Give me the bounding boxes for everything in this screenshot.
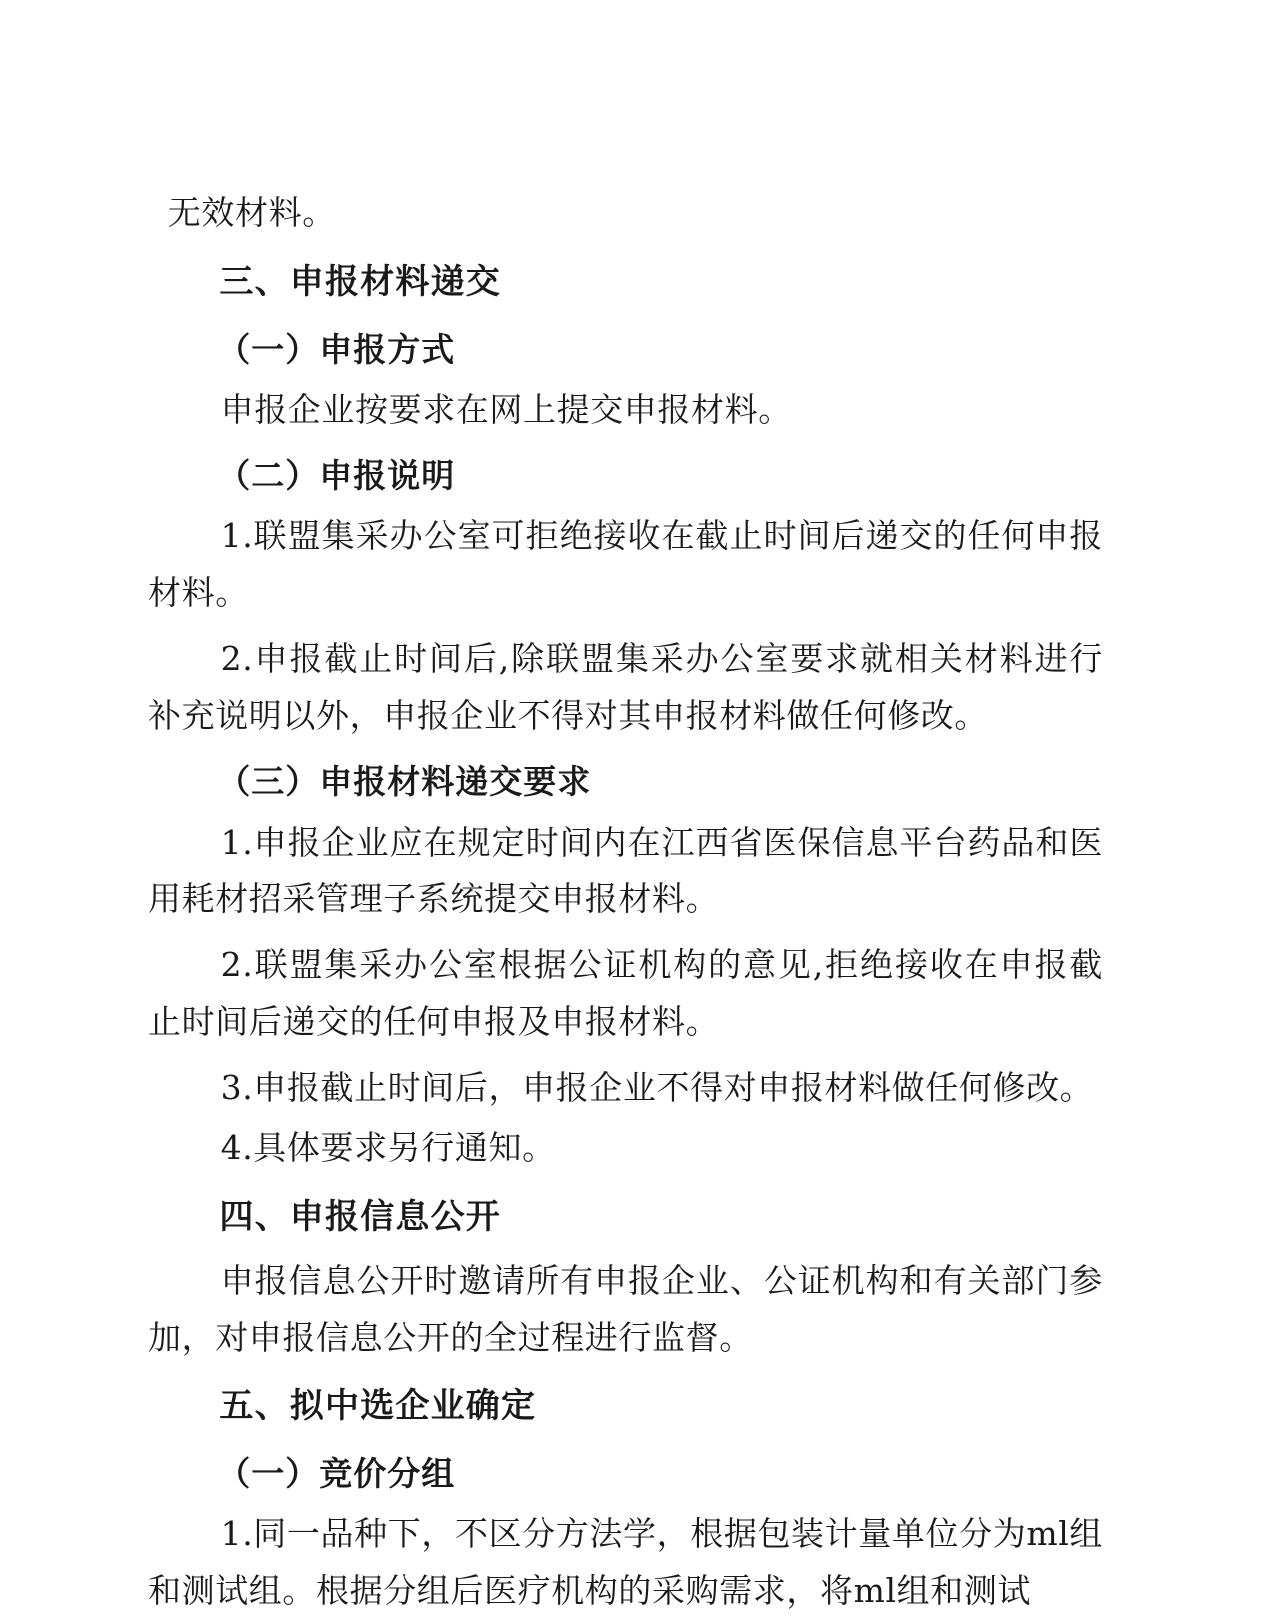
paragraph-requirement-3: 3.申报截止时间后，申报企业不得对申报材料做任何修改。 — [220, 1067, 1094, 1107]
document-body — [148, 185, 1103, 1623]
heading-section-four: 四、申报信息公开 — [219, 1197, 501, 1238]
paragraph-requirement-1: 1.申报企业应在规定时间内在江西省医保信息平台药品和医用耗材招采管理子系统提交申报材料。 — [148, 822, 1103, 919]
paragraph-invalid-materials: 无效材料。 — [167, 193, 336, 232]
subheading-submission-requirements: （三）申报材料递交要求 — [217, 762, 592, 802]
paragraph-disclosure: 申报信息公开时邀请所有申报企业、公证机构和有关部门参加，对申报信息公开的全过程进行监督。 — [148, 1260, 1103, 1357]
subheading-declaration-notes: （二）申报说明 — [217, 456, 456, 496]
paragraph-requirement-4: 4.具体要求另行通知。 — [220, 1128, 556, 1168]
paragraph-note-2: 2.申报截止时间后,除联盟集采办公室要求就相关材料进行补充说明以外，申报企业不得对其申报材料做任何修改。 — [148, 638, 1103, 735]
heading-section-five: 五、拟中选企业确定 — [219, 1386, 537, 1427]
paragraph-group-1: 1.同一品种下，不区分方法学，根据包装计量单位分为ml组和测试组。根据分组后医疗机构的采购需求，将ml组和测试 — [148, 1514, 1103, 1611]
paragraph-note-1: 1.联盟集采办公室可拒绝接收在截止时间后递交的任何申报材料。 — [148, 516, 1103, 613]
paragraph-online-submission: 申报企业按要求在网上提交申报材料。 — [220, 389, 792, 429]
paragraph-requirement-2: 2.联盟集采办公室根据公证机构的意见,拒绝接收在申报截止时间后递交的任何申报及申报材料。 — [148, 945, 1103, 1041]
subheading-declaration-method: （一）申报方式 — [217, 329, 456, 369]
heading-section-three: 三、申报材料递交 — [219, 261, 501, 302]
subheading-bidding-groups: （一）竞价分组 — [217, 1454, 456, 1494]
